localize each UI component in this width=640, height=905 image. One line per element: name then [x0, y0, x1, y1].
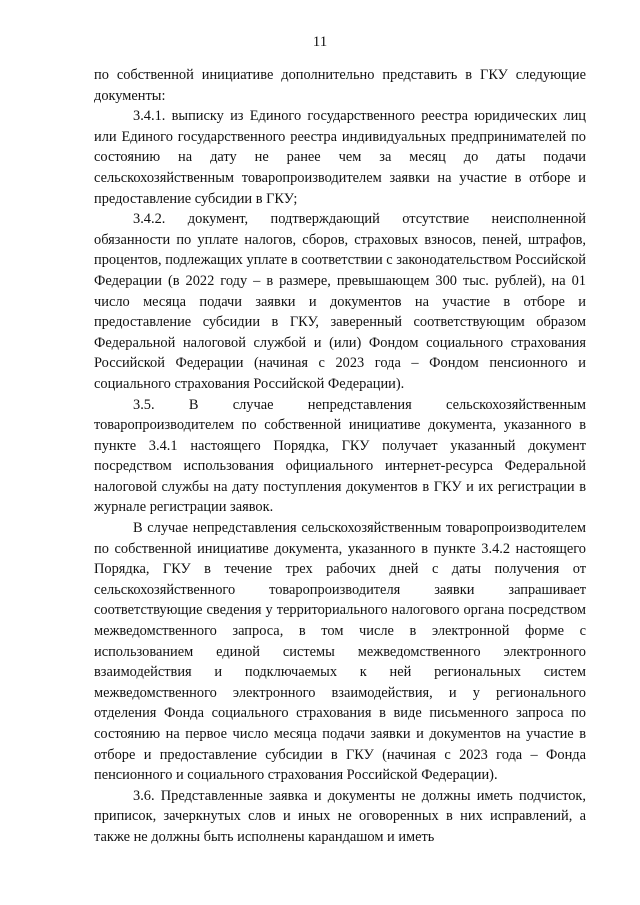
document-body — [94, 65, 586, 848]
paragraph-intro-continuation: по собственной инициативе дополнительно представить в ГКУ следующие документы: — [94, 67, 586, 104]
paragraph-3-5: 3.5. В случае непредставления сельскохозяйственным товаропроизводителем по собственной инициативе документа, указанного в пункте 3.4.1 настоящего Порядка, ГКУ получает указанный документ посредством использования официального интернет-ресурса Федеральной налоговой службы на дату поступления документов в ГКУ и их регистрации в журнале регистрации заявок. — [94, 396, 586, 516]
paragraph-3-6: 3.6. Представленные заявка и документы не должны иметь подчисток, приписок, зачеркнутых слов и иных не оговоренных в них исправлений, а также не должны быть исполнены карандашом и иметь — [94, 787, 586, 845]
page-number: 11 — [312, 34, 328, 50]
paragraph-3-4-1: 3.4.1. выписку из Единого государственного реестра юридических лиц или Единого государственного реестра индивидуальных предпринимателей по состоянию на дату не ранее чем за месяц до даты подачи сельскохозяйственным товаропроизводителем заявки на участие в отборе и предоставление субсидии в ГКУ; — [94, 108, 586, 207]
paragraph-3-5-second: В случае непредставления сельскохозяйственным товаропроизводителем по собственной инициативе документа, указанного в пункте 3.4.2 настоящего Порядка, ГКУ в течение трех рабочих дней с даты получения от сельскохозяйственного товаропроизводителя заявки запрашивает соответствующие сведения у территориального налогового органа посредством межведомственного запроса, в том числе в электронной форме с использованием единой системы межведомственного электронного взаимодействия и подключаемых к ней региональных систем межведомственного электронного взаимодействия, и у регионального отделения Фонда социального страхования в виде письменного запроса по состоянию на первое число месяца подачи заявки и документов на участие в отборе и предоставление субсидии в ГКУ (начиная с 2023 года – Фонда пенсионного и социального страхования Российской Федерации). — [94, 520, 586, 784]
paragraph-3-4-2: 3.4.2. документ, подтверждающий отсутствие неисполненной обязанности по уплате налогов, сборов, страховых взносов, пеней, штрафов, процентов, подлежащих уплате в соответствии с законодательством Российской Федерации (в 2022 году – в размере, превышающем 300 тыс. рублей), на 01 число месяца подачи заявки и документов на участие в отборе и предоставление субсидии в ГКУ, заверенный соответствующим образом Федеральной налоговой службой и (или) Фондом социального страхования Российской Федерации (начиная с 2023 года – Фондом пенсионного и социального страхования Российской Федерации). — [94, 211, 586, 392]
